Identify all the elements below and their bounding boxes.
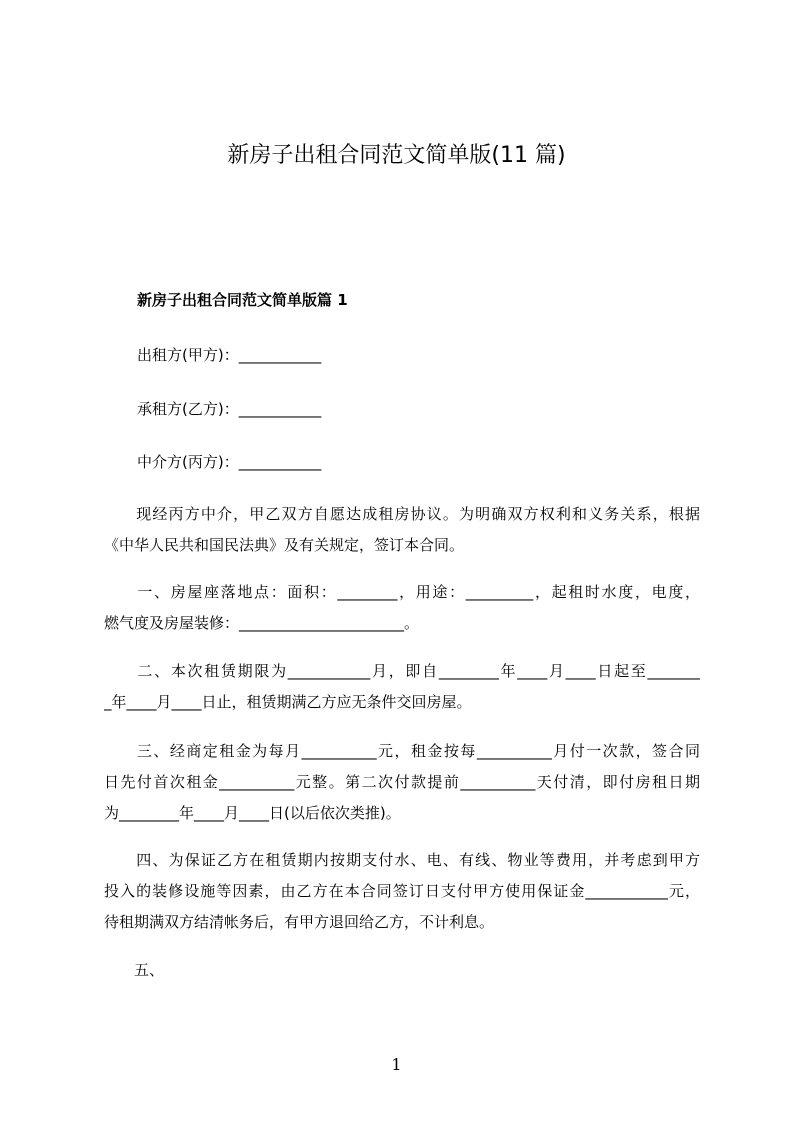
paragraph-clause-3	[104, 736, 700, 829]
party-agent: 中介方(丙方)：___________	[137, 453, 322, 471]
paragraph-clause-4	[104, 845, 700, 938]
page-number: 1	[391, 1055, 402, 1074]
party-lessee: 承租方(乙方)：___________	[137, 400, 322, 418]
paragraph-intro	[104, 499, 700, 561]
paragraph-line: 五、	[104, 961, 165, 979]
paragraph-line: 一、房屋座落地点：面积：________，用途：_________，起租时水度，电度，	[104, 583, 700, 601]
document-title: 新房子出租合同范文简单版(11 篇)	[227, 143, 566, 168]
paragraph-line: 四、为保证乙方在租赁期内按期支付水、电、有线、物业等费用，并考虑到甲方	[104, 851, 700, 869]
paragraph-line: 投入的装修设施等因素，由乙方在本合同签订日支付甲方使用保证金___________元，	[104, 882, 700, 900]
paragraph-clause-5	[104, 955, 700, 986]
paragraph-line: 三、经商定租金为每月__________元，租金按每__________月付一次款，签合同	[104, 742, 700, 760]
paragraph-line: 为________年____月____日(以后依次类推)。	[104, 804, 401, 822]
paragraph-line: 日先付首次租金__________元整。第二次付款提前__________天付清，即付房租日期	[104, 773, 700, 791]
paragraph-line: 《中华人民共和国民法典》及有关规定，签订本合同。	[104, 536, 465, 554]
paragraph-line: 现经丙方中介，甲乙双方自愿达成租房协议。为明确双方权利和义务关系，根据	[104, 505, 700, 523]
party-lessor: 出租方(甲方)：___________	[137, 346, 322, 364]
paragraph-line: _年____月____日止，租赁期满乙方应无条件交回房屋。	[104, 693, 472, 711]
paragraph-line: 燃气度及房屋装修：______________________。	[104, 614, 420, 632]
section-heading: 新房子出租合同范文简单版篇 1	[137, 291, 348, 309]
paragraph-line: 二、本次租赁期限为___________月，即自________年____月____日起至_______	[104, 662, 700, 680]
paragraph-clause-2	[104, 656, 700, 718]
paragraph-line: 待租期满双方结清帐务后，有甲方退回给乙方，不计利息。	[104, 913, 495, 931]
paragraph-clause-1	[104, 577, 700, 639]
